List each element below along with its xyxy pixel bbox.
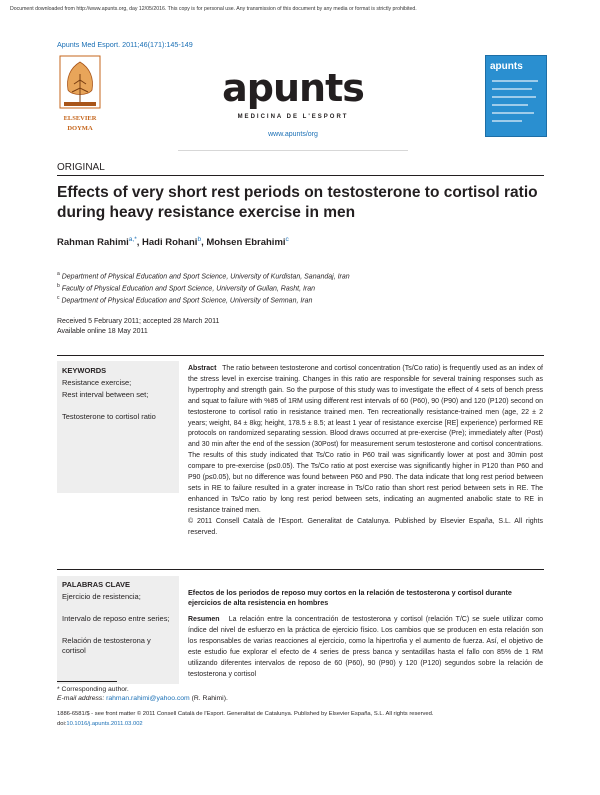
abstract-top-rule [57,355,544,356]
email-link[interactable]: rahman.rahimi@yahoo.com [106,695,190,702]
author-marks[interactable]: c [285,236,289,243]
abstract [188,364,543,539]
corresponding-author-note [57,685,228,703]
author-marks[interactable]: b [197,236,202,243]
doi-label: doi: [57,721,67,727]
keyword-item: Resistance exercise; [62,378,132,387]
affiliation-b: $^b$ Faculty of Physical Education and Sport Science, University of Guilan, Rasht, Iran [57,283,316,293]
elsevier-logo [58,54,102,144]
resumen-top-rule [57,569,544,570]
author-name: Rahman Rahimi [57,237,129,249]
section-label: ORIGINAL [57,162,105,173]
journal-subtitle: MEDICINA DE L'ESPORT [237,114,349,120]
corresponding-label: * Corresponding author. [57,686,129,693]
palabra-clave-item: Relación de testosterona y cortisol [62,636,151,655]
palabras-clave-title: PALABRAS CLAVE [62,580,131,589]
keywords-title: KEYWORDS [62,366,107,375]
abstract-lead: Abstract [188,365,217,372]
journal-cover-thumbnail [485,55,547,137]
abstract-copyright: © 2011 Consell Català de l'Esport. Generalitat de Catalunya. Published by Elsevier España, S.L. All rights reserved. [188,517,543,536]
email-label: E-mail address: [57,695,105,702]
download-note: Document downloaded from http://www.apunts.org, day 12/05/2016. This copy is for personal use. Any transmission of this document by any media or format is strictly prohibited. [10,6,417,12]
keyword-item: Testosterone to cortisol ratio [62,412,156,421]
author-name: Hadi Rohani [142,237,198,249]
journal-brand [178,56,408,151]
affiliation-a: $^a$ Department of Physical Education and Sport Science, University of Kurdistan, Sanandaj, Iran [57,271,350,281]
palabra-clave-item: Ejercicio de resistencia; [62,592,141,601]
section-divider [57,175,544,176]
issn-block [57,709,433,729]
palabra-clave-item: Intervalo de reposo entre series; [62,614,170,623]
received-date: Received 5 February 2011; accepted 28 March 2011 [57,318,220,325]
article-title: Effects of very short rest periods on testosterone to cortisol ratio during heavy resistance exercise in men [57,184,538,221]
journal-name: apunts [222,66,364,110]
resumen-text: La relación entre la concentración de testosterona y cortisol (relación T/C) se suele utilizar como índice del nivel de esfuerzo en la práctica de ejercicio físico. Los cambios que se producen en esta relación son los responsables de varias reacciones al ejercicio, como la hipertrofia y el aumento de fuerza. Así, el objetivo de este estudio fue explorar el efecto de 4 series de press banca y sentadillas hasta el fallo con 85% de 1 RM utilizando diferentes intervalos de reposo de 60 (P60), 90 (P90) y 120 (P120) segundos sobre la relación de testosterona y cortisol [188,616,543,678]
author-name: Mohsen Ebrahimi [206,237,286,249]
resumen [188,614,543,680]
article-dates [57,317,219,337]
journal-citation[interactable]: Apunts Med Esport. 2011;46(171):145-149 [57,40,193,49]
email-suffix: (R. Rahimi). [191,695,228,702]
footnote-rule [57,681,117,682]
cover-title: apunts [490,61,523,72]
resumen-title: Efectos de los periodos de reposo muy cortos en la relación de testosterona y cortisol durante ejercicios de alta resistencia en hombres [188,588,512,607]
abstract-text: The ratio between testosterone and cortisol concentration (Ts/Co ratio) is frequently used as an index of the stress level in exercise training. Changes in this ratio are responsible for several training responses such as hypertrophy and strength gain. So the purpose of this study was to investigate the effect of 4 sets of bench press and squat to failure with %85 of 1RM using different rest intervals of 60 (P60), 90 (P90) and 120 (P120) second on testosterone to cortisol ratio in resistance trained men. Ten recreationally resistance-trained men (age, 22 ± 2 years; weight, 84 ± 8kg; height, 178.5 ± 8.5; at least 1 year of resistance exercise [RE] experience) performed RE protocols on randomized separating session. Blood draws occurred at pre-exercise (Pre); immediately after (Post) and 30 min after the end of the session (30Post) for measurement serum testosterone and cortisol concentrations. The results of this study indicated that Ts/Co ratio in P60 trail was significantly lower at post and 30min post compare to pre-exercise (p≤0.05). The Ts/Co ratio at post exercise was significantly higher in P120 than P60 and P90 (p≤0.05), but no difference was found between P60 and P90. The data indicate that long rest period between sets in RE to failure resulted in a grater increase in Ts/Co ratio than short rest period between sets in RE. The enhanced in Ts/Co ratio by long rest period between sets, indicating an augmented anabolic state to RE in resistance trained men. [188,365,543,514]
issn-line: 1886-6581/$ - see front matter © 2011 Consell Català de l'Esport. Generalitat de Catalunya. Published by Elsevier España, S.L. All rights reserved. [57,711,434,717]
svg-text:ELSEVIER: ELSEVIER [63,115,97,122]
affiliation-c: $^c$ Department of Physical Education and Sport Science, University of Semnan, Iran [57,295,313,305]
journal-url[interactable]: www.apunts/org [268,131,318,138]
keyword-item: Rest interval between set; [62,390,149,399]
svg-text:DOYMA: DOYMA [67,125,93,132]
resumen-lead: Resumen [188,616,220,623]
author-list: Rahman Rahimi$^{a,*}$, Hadi Rohani$^b$, Mohsen Ebrahimi$^c$ [57,236,289,249]
online-date: Available online 18 May 2011 [57,328,148,335]
doi-link[interactable]: 10.1016/j.apunts.2011.03.002 [66,721,143,727]
author-marks[interactable]: a,* [128,236,137,243]
